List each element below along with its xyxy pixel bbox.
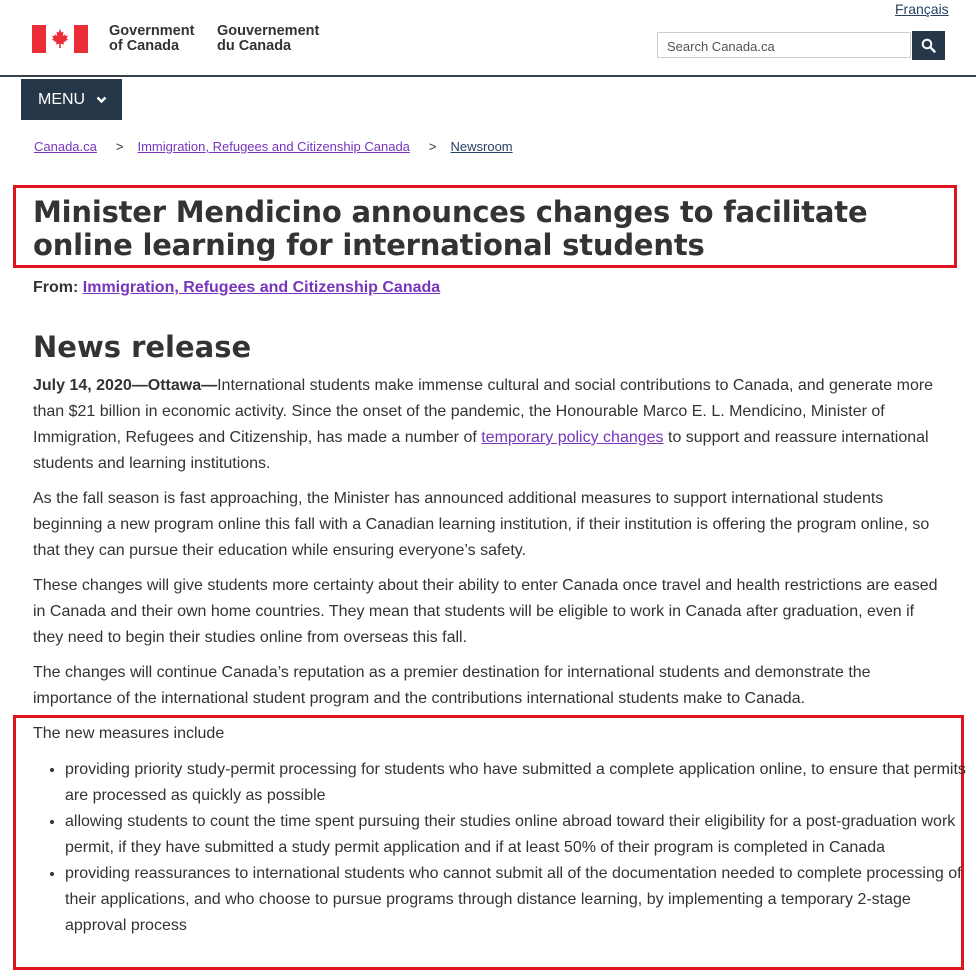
news-release-heading: News release [33,330,252,364]
paragraph-1: July 14, 2020—Ottawa—International students make immense cultural and social contributions to Canada, and generate more than $21 billion in economic activity. Since the onset of the pandemic, the Honourable Marco E. L. Mendicino, Minister of Immigration, Refugees and Citizenship, has made a number of temporary policy changes to support and reassure international students and learning institutions. [33,377,934,472]
dateline: July 14, 2020—Ottawa— [33,377,218,394]
breadcrumb-canada-ca[interactable]: Canada.ca [34,139,97,154]
chevron-down-icon [96,96,107,104]
from-department-link[interactable]: Immigration, Refugees and Citizenship Canada [82,279,441,296]
breadcrumb-separator: > [428,139,437,154]
header-divider [0,75,976,77]
menu-label: MENU [38,90,86,108]
list-item: • providing reassurances to international students who cannot submit all of the documentation needed to complete processing of their applications, and who choose to pursue programs through distance learning, by implementing a temporary 2-stage approval process [65,861,975,939]
search-icon [921,38,936,53]
breadcrumb [34,139,513,154]
canada-flag-icon [32,25,88,53]
list-item: • allowing students to count the time spent pursuing their studies online abroad toward their eligibility for a post-graduation work permit, if they have submitted a study permit application and if at least 50% of their program is completed in Canada [65,809,975,861]
government-en-wordmark: Government of Canada [109,23,195,54]
measures-intro: The new measures include [33,725,225,742]
search-input[interactable]: Search Canada.ca [657,32,911,58]
paragraph-4: The changes will continue Canada’s reputation as a premier destination for international students and demonstrate the importance of the international student program and the contributions international students make to Canada. [33,664,871,707]
language-toggle-link[interactable]: Français [895,1,949,17]
government-fr-wordmark: Gouvernement du Canada [217,23,320,54]
from-label: From: [33,279,79,296]
paragraph-2: As the fall season is fast approaching, the Minister has announced additional measures to support international students beginning a new program online this fall with a Canadian learning institution, if their institution is offering the program online, so that they can pursue their education while ensuring everyone’s safety. [33,490,930,559]
government-of-canada-logo[interactable] [32,23,320,54]
menu-button[interactable] [21,79,122,120]
measures-list [33,757,975,939]
breadcrumb-ircc[interactable]: Immigration, Refugees and Citizenship Canada [137,139,410,154]
list-item: • providing priority study-permit processing for students who have submitted a complete application online, to ensure that permits are processed as quickly as possible [65,757,975,809]
breadcrumb-separator: > [115,139,124,154]
from-line [33,279,440,297]
search-button[interactable] [912,31,945,60]
breadcrumb-newsroom[interactable]: Newsroom [450,139,513,154]
page-title: Minister Mendicino announces changes to facilitate online learning for international students [33,195,868,262]
paragraph-3: These changes will give students more certainty about their ability to enter Canada once travel and health restrictions are eased in Canada and their own home countries. They mean that students will be eligible to work in Canada after graduation, even if they need to begin their studies online from overseas this fall. [33,577,938,646]
temporary-policy-changes-link[interactable]: temporary policy changes [481,429,664,446]
